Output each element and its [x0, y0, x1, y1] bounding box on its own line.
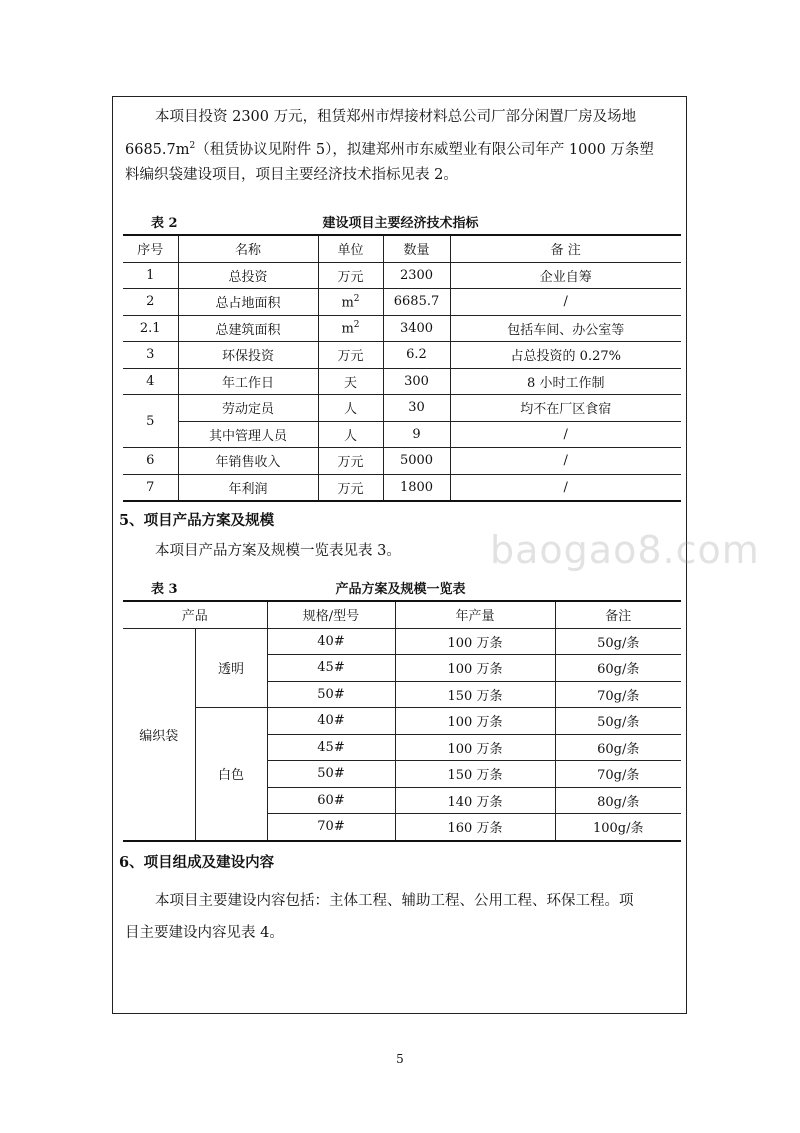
cell-name: 年利润	[178, 474, 318, 501]
cell-note: /	[450, 289, 681, 316]
table2-label: 表 2	[151, 216, 178, 231]
cell-no: 3	[123, 342, 178, 369]
table3	[123, 600, 681, 842]
table-row	[123, 262, 681, 289]
table3-caption	[123, 578, 678, 598]
table3-header-cell: 年产量	[395, 601, 555, 628]
cell-note: 占总投资的 0.27%	[450, 342, 681, 369]
table3-header-row	[123, 601, 681, 628]
cell-unit: 万元	[318, 342, 383, 369]
unit-text: m	[341, 321, 354, 337]
cell-no: 5	[123, 395, 178, 448]
intro-area-sup: 2	[189, 141, 196, 151]
cell-name: 环保投资	[178, 342, 318, 369]
cell-note: 均不在厂区食宿	[450, 395, 681, 422]
cell-spec: 50#	[267, 681, 395, 708]
watermark: baogao8.com	[490, 528, 760, 572]
cell-qty: 2300	[383, 262, 450, 289]
cell-qty: 5000	[383, 448, 450, 475]
table3-header-cell: 产品	[123, 601, 267, 628]
cell-no: 7	[123, 474, 178, 501]
intro-area: 6685.7m	[125, 141, 190, 158]
cell-note: /	[450, 448, 681, 475]
cell-note: 100g/条	[555, 814, 681, 841]
cell-unit: 人	[318, 421, 383, 448]
cell-name: 年销售收入	[178, 448, 318, 475]
table2-header-cell: 数量	[383, 235, 450, 262]
cell-qty: 6685.7	[383, 289, 450, 316]
table3-header-cell: 备注	[555, 601, 681, 628]
cell-unit	[318, 315, 383, 342]
cell-spec: 70#	[267, 814, 395, 841]
cell-no: 2	[123, 289, 178, 316]
table-row	[123, 289, 681, 316]
cell-name: 总建筑面积	[178, 315, 318, 342]
cell-spec: 50#	[267, 761, 395, 788]
unit-text: m	[341, 294, 354, 310]
cell-spec: 40#	[267, 708, 395, 735]
cell-note: 50g/条	[555, 628, 681, 655]
cell-qty: 1800	[383, 474, 450, 501]
cell-note: 8 小时工作制	[450, 368, 681, 395]
cell-spec: 45#	[267, 655, 395, 682]
cell-note: /	[450, 421, 681, 448]
cell-unit: 万元	[318, 448, 383, 475]
table3-label: 表 3	[151, 582, 178, 597]
cell-name: 其中管理人员	[178, 421, 318, 448]
intro-line-2	[125, 132, 680, 165]
cell-output: 150 万条	[395, 761, 555, 788]
cell-qty: 30	[383, 395, 450, 422]
cell-group: 透明	[195, 628, 267, 708]
table-row	[123, 708, 681, 735]
cell-output: 100 万条	[395, 655, 555, 682]
cell-note: 企业自筹	[450, 262, 681, 289]
unit-sup: 2	[353, 320, 360, 331]
intro-line-1: 本项目投资 2300 万元，租赁郑州市焊接材料总公司厂部分闲置厂房及场地	[155, 109, 637, 125]
table2-caption	[123, 212, 678, 232]
unit-sup: 2	[353, 293, 360, 304]
cell-note: 70g/条	[555, 761, 681, 788]
cell-note: 60g/条	[555, 655, 681, 682]
page-number: 5	[396, 1052, 404, 1066]
cell-output: 140 万条	[395, 787, 555, 814]
table2	[123, 234, 681, 502]
cell-output: 100 万条	[395, 708, 555, 735]
cell-unit	[318, 289, 383, 316]
cell-no: 1	[123, 262, 178, 289]
table2-header-cell: 名称	[178, 235, 318, 262]
cell-product: 编织袋	[123, 628, 195, 841]
cell-output: 100 万条	[395, 734, 555, 761]
cell-no: 6	[123, 448, 178, 475]
section6-line-1: 本项目主要建设内容包括：主体工程、辅助工程、公用工程、环保工程。项	[155, 893, 634, 909]
cell-output: 100 万条	[395, 628, 555, 655]
cell-note: 包括车间、办公室等	[450, 315, 681, 342]
table3-title: 产品方案及规模一览表	[335, 582, 466, 597]
table3-header-cell: 规格/型号	[267, 601, 395, 628]
table2-header-cell: 单位	[318, 235, 383, 262]
cell-qty: 6.2	[383, 342, 450, 369]
cell-note: 70g/条	[555, 681, 681, 708]
table2-header-cell: 备 注	[450, 235, 681, 262]
cell-no: 4	[123, 368, 178, 395]
table-row	[123, 448, 681, 475]
table-row	[123, 315, 681, 342]
cell-qty: 300	[383, 368, 450, 395]
table-row	[123, 421, 681, 448]
table-row	[123, 342, 681, 369]
cell-note: 50g/条	[555, 708, 681, 735]
table-row	[123, 628, 681, 655]
cell-qty: 3400	[383, 315, 450, 342]
cell-spec: 45#	[267, 734, 395, 761]
table2-title: 建设项目主要经济技术指标	[322, 216, 479, 231]
cell-name: 总投资	[178, 262, 318, 289]
cell-name: 总占地面积	[178, 289, 318, 316]
cell-spec: 40#	[267, 628, 395, 655]
cell-spec: 60#	[267, 787, 395, 814]
cell-note: /	[450, 474, 681, 501]
cell-output: 150 万条	[395, 681, 555, 708]
section5-heading: 5、项目产品方案及规模	[119, 512, 275, 529]
table-row	[123, 368, 681, 395]
table2-header-cell: 序号	[123, 235, 178, 262]
cell-output: 160 万条	[395, 814, 555, 841]
intro-line-2-rest: （租赁协议见附件 5），拟建郑州市东威塑业有限公司年产 1000 万条塑	[195, 141, 654, 158]
cell-unit: 万元	[318, 474, 383, 501]
section6-line-2: 目主要建设内容见表 4。	[125, 925, 284, 941]
cell-name: 劳动定员	[178, 395, 318, 422]
cell-unit: 天	[318, 368, 383, 395]
table2-header-row	[123, 235, 681, 262]
table-row	[123, 395, 681, 422]
cell-no: 2.1	[123, 315, 178, 342]
table-row	[123, 474, 681, 501]
section6-heading: 6、项目组成及建设内容	[119, 854, 275, 871]
cell-group: 白色	[195, 708, 267, 841]
cell-name: 年工作日	[178, 368, 318, 395]
cell-qty: 9	[383, 421, 450, 448]
cell-unit: 万元	[318, 262, 383, 289]
intro-line-3: 料编织袋建设项目，项目主要经济技术指标见表 2。	[125, 167, 458, 183]
cell-unit: 人	[318, 395, 383, 422]
cell-note: 80g/条	[555, 787, 681, 814]
cell-note: 60g/条	[555, 734, 681, 761]
section5-text: 本项目产品方案及规模一览表见表 3。	[155, 543, 401, 559]
